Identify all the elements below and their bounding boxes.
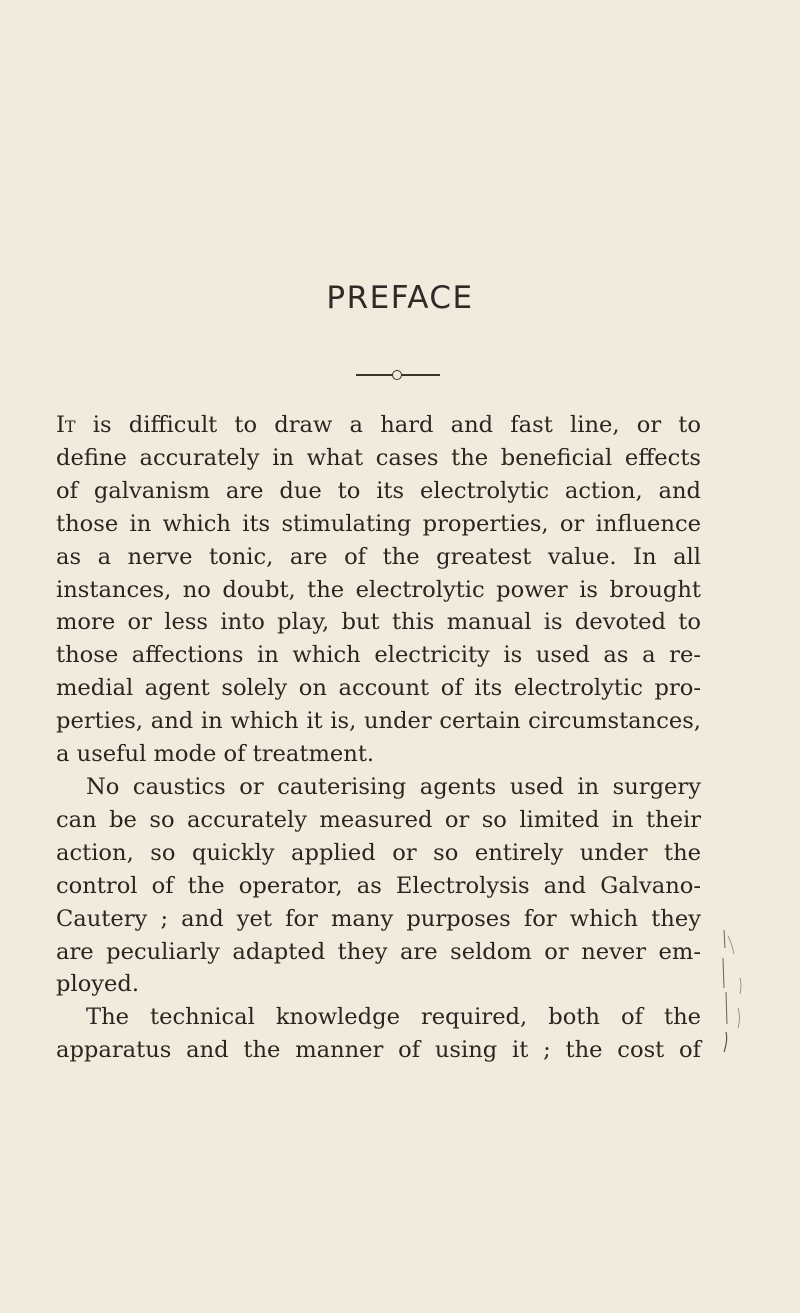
- lead-in: It: [56, 412, 76, 438]
- text-line: those affections in which electricity is used as a re-: [56, 642, 701, 669]
- text-line: more or less into play, but this manual is devoted to: [56, 609, 701, 636]
- text-line: of galvanism are due to its electrolytic action, and: [56, 477, 701, 504]
- text-line: ployed.: [56, 971, 140, 998]
- text-line: No caustics or cauterising agents used in surgery: [86, 773, 701, 800]
- text-line: instances, no doubt, the electrolytic power is brought: [56, 576, 701, 603]
- body-text: [56, 409, 701, 1067]
- text-line: can be so accurately measured or so limited in their: [56, 806, 701, 833]
- text-line: Cautery ; and yet for many purposes for which they: [56, 905, 701, 932]
- margin-pencil-marks: [718, 928, 748, 1068]
- text-line: a useful mode of treatment.: [56, 741, 375, 768]
- text-line: as a nerve tonic, are of the greatest value. In all: [56, 543, 701, 570]
- text-line: are peculiarly adapted they are seldom or never em-: [56, 938, 701, 965]
- divider-ornament: [356, 374, 440, 376]
- text-line: apparatus and the manner of using it ; the cost of: [56, 1037, 701, 1064]
- text-line: those in which its stimulating properties, or influence: [56, 510, 701, 537]
- text-line: define accurately in what cases the beneficial effects: [56, 444, 701, 471]
- text-line: control of the operator, as Electrolysis and Galvano-: [56, 872, 701, 899]
- text-line: medial agent solely on account of its electrolytic pro-: [56, 675, 701, 702]
- text-line: action, so quickly applied or so entirely under the: [56, 839, 701, 866]
- text-line: It is difficult to draw a hard and fast line, or to: [56, 412, 701, 438]
- text-line: The technical knowledge required, both of the: [86, 1004, 701, 1031]
- page-title: PREFACE: [326, 280, 474, 316]
- text-line: perties, and in which it is, under certain circumstances,: [56, 708, 701, 735]
